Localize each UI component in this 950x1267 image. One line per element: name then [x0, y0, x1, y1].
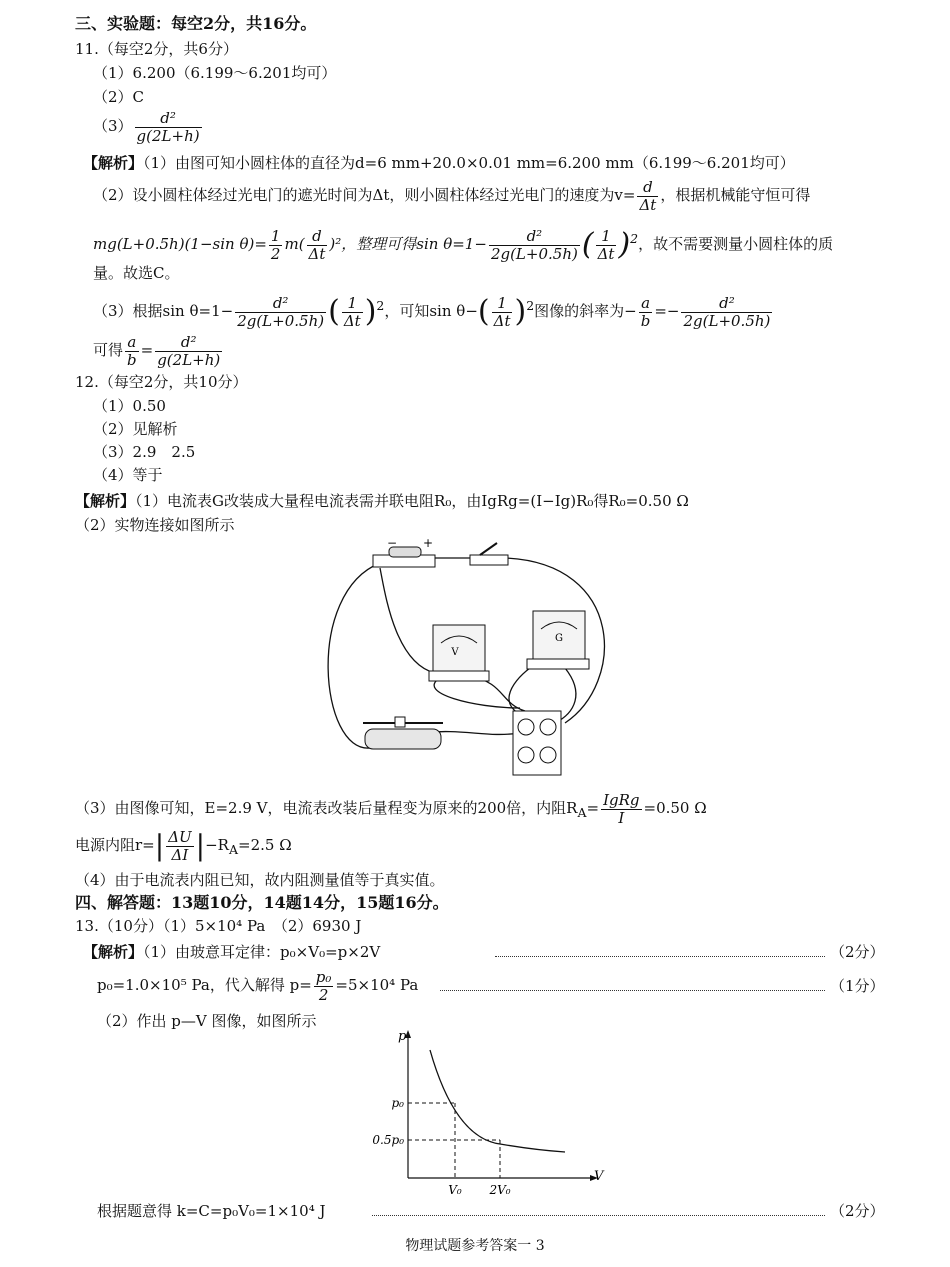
battery-icon — [373, 536, 435, 567]
q12-answer-2: （2）见解析 — [93, 420, 178, 438]
p-axis-label: p — [398, 1029, 407, 1044]
battery-minus-label: − — [387, 536, 398, 550]
q11-explanation-2c: 量。故选C。 — [93, 264, 180, 282]
q13-leader-2 — [440, 990, 825, 991]
q12-explanation-2: （2）实物连接如图所示 — [75, 516, 235, 534]
q12-explanation-4: （4）由于电流表内阻已知，故内阻测量值等于真实值。 — [75, 871, 445, 889]
q12-answer-4: （4）等于 — [93, 466, 163, 484]
q13-score-4: （2分） — [830, 1202, 885, 1220]
q13-header: 13.（10分）（1）5×10⁴ Pa （2）6930 J — [75, 917, 362, 935]
q13-explanation-1: 【解析】（1）由玻意耳定律：p₀×V₀=p×2V — [83, 943, 381, 961]
isotherm-curve — [430, 1050, 565, 1152]
voltmeter-label: V — [451, 647, 459, 658]
q13-score-2: （1分） — [830, 977, 885, 995]
galvanometer-label: G — [555, 633, 563, 644]
wire-volt-battery — [380, 568, 435, 673]
v-axis-label: V — [594, 1169, 604, 1184]
q13-explanation-2: p₀=1.0×10⁵ Pa，代入解得 p= $\frac{\text{p₀}}{2}$ =5×10⁴ Pa — [97, 967, 419, 1004]
page-footer: 物理试题参考答案一 3 — [405, 1238, 545, 1254]
resistance-box-icon — [513, 711, 561, 775]
section4-heading: 四、解答题：13题10分，14题14分，15题16分。 — [75, 893, 449, 912]
q11-answer-1: （1）6.200（6.199～6.201均可） — [93, 64, 337, 82]
wire-volt-minus — [434, 678, 520, 708]
q11-explanation-3: （3）根据sin θ=1− $\frac{\text{d²}}{2g(L+0.5h)}$ ( $\frac{1}{\Delta t}$ )$^2$，可知sin θ−( $\frac{1}{\Delta t}$ )$^2$图像的斜率为− $\frac{a}{b}$ =− $\frac{\text{d²}}{2g(L+0.5h)}$ — [93, 293, 771, 330]
q12-answer-1: （1）0.50 — [93, 397, 166, 415]
q12-answer-3: （3）2.9 2.5 — [93, 443, 196, 461]
voltmeter-icon — [429, 625, 489, 681]
q11-answer-2: （2）C — [93, 88, 145, 106]
q11-explanation-3b: 可得 $\frac{a}{b}$ = $\frac{\text{d²}}{g(2L+h)}$ — [93, 332, 221, 369]
q12-explanation-3: （3）由图像可知，E=2.9 V，电流表改装后量程变为原来的200倍，内阻$R_A=$ $\frac{\text{IgRg}}{I}$ =0.50 Ω — [75, 790, 707, 827]
q13-leader-4 — [372, 1215, 825, 1216]
rheostat-icon — [363, 717, 443, 749]
v0-tick: V₀ — [448, 1183, 462, 1197]
galvanometer-icon — [527, 611, 589, 669]
section3-heading: 三、实验题：每空2分，共16分。 — [75, 14, 317, 33]
q11-answer-3: （3） $\frac{\text{d²}}{g(2L+h)}$ — [93, 108, 200, 145]
half-p0-tick: 0.5p₀ — [372, 1133, 404, 1147]
p0-tick: p₀ — [391, 1096, 404, 1110]
q13-leader-1 — [495, 956, 825, 957]
q11-explanation-2b: mg(L+0.5h)(1−sin θ)= $\frac{1}{2}$ m( $\frac{d}{\Delta t}$ )²，整理可得sin θ=1− $\frac{\text{d²}}{2g(L+0.5h)}$ ( $\frac{1}{\Delta t}$ )$^2$，故不需要测量小圆柱体的质 — [93, 226, 834, 263]
q13-explanation-4: 根据题意得 k=C=p₀V₀=1×10⁴ J — [97, 1202, 326, 1220]
q11-header: 11.（每空2分，共6分） — [75, 40, 238, 58]
switch-icon — [470, 543, 508, 565]
q12-explanation-1: 【解析】（1）电流表G改装成大量程电流表需并联电阻R₀，由IgRg=(I−Ig)R₀得R₀=0.50 Ω — [75, 492, 689, 510]
q13-explanation-3: （2）作出 p—V 图像，如图所示 — [97, 1012, 317, 1030]
q12-explanation-3b: 电源内阻r=| $\frac{\Delta U}{\Delta I}$ $|-R_A=2.5$ Ω — [75, 827, 292, 864]
q11-explanation-2: （2）设小圆柱体经过光电门的遮光时间为Δt，则小圆柱体经过光电门的速度为v= $\frac{d}{\Delta t}$ ，根据机械能守恒可得 — [93, 177, 811, 214]
battery-plus-label: + — [423, 536, 434, 550]
2v0-tick: 2V₀ — [489, 1183, 511, 1197]
q13-score-1: （2分） — [830, 943, 885, 961]
q11-explanation-1: 【解析】（1）由图可知小圆柱体的直径为d=6 mm+20.0×0.01 mm=6.200 mm（6.199～6.201均可） — [83, 154, 795, 172]
q12-header: 12.（每空2分，共10分） — [75, 373, 248, 391]
pv-graph — [360, 1028, 610, 1200]
wire-battery-rheostat — [328, 563, 380, 748]
circuit-diagram — [325, 533, 615, 783]
